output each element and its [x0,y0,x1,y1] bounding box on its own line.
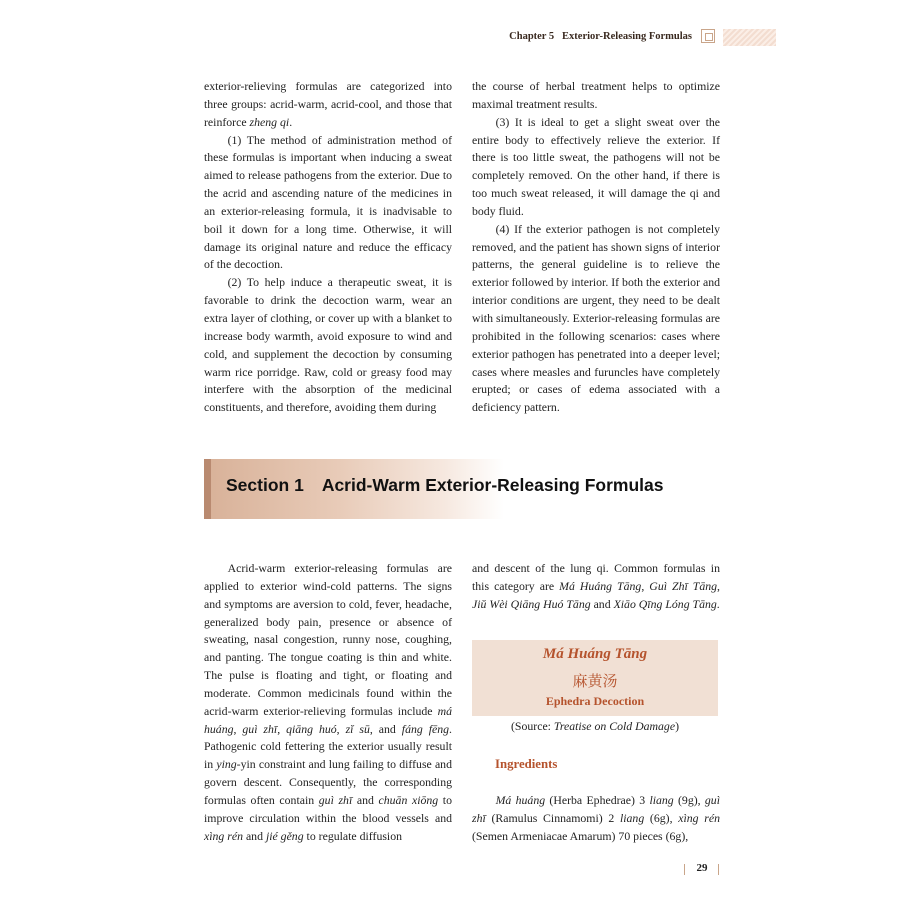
text-run: to regulate diffusion [303,828,403,843]
italic-term: Má Huáng Tāng [559,578,642,593]
section-heading [226,475,663,496]
italic-term: xìng rén [678,810,720,825]
text-run: (Ramulus Cinnamomi) 2 [485,810,620,825]
ingredients-text [472,792,720,846]
italic-term: liang [649,793,674,807]
text-run: Acrid-warm exterior-releasing formulas are applied to exterior wind-cold patterns. The signs and symptoms are aversion to cold, fever, headache, generalized body pain, presence or absence of sweating, nasal congestion, runny nose, coughing, and panting. The tongue coating is thin and white. The pulse is floating and tight, or floating and moderate. Common medicinals found within the acrid-warm exterior-relieving formulas include [204,561,452,718]
column-bottom-left [204,560,452,846]
paragraph [204,274,452,417]
italic-term: Má huáng [495,793,546,807]
formula-english: Ephedra Decoction [545,694,645,708]
italic-term: fáng fēng [401,721,450,736]
text-run: , and [369,721,402,736]
italic-term: zĭ sū [345,721,370,736]
running-header-title [470,31,692,42]
page-number: 29 [696,862,708,874]
italic-term: Xiāo Qīng Lóng Tāng [613,596,717,611]
paragraph [204,132,452,275]
text-run: , [336,721,346,736]
text-run: (2) To help induce a therapeutic sweat, it is favorable to drink the decoction warm, wear an extra layer of clothing, or cover up with a blanket to increase body warmth, avoid exposure to wind and cold, and supplement the decoction by consuming warm rice porridge. Raw, cold or greasy food may interfere with the absorption of the medicinal constituents, and therefore, avoiding them during [204,275,452,415]
italic-term: guì zhī [318,792,353,807]
text-run: (6g), [644,810,679,825]
italic-term: liang [619,810,645,825]
text-run: (1) The method of administration method of these formulas is important when inducing a sweat aimed to release pathogens from the exterior. Due to the acrid and ascending nature of the medicines in an exterior-releasing formula, it is inadvisable to boil it down for a long time. Otherwise, it will damage its original nature and reduce the efficacy of the decoction. [204,132,452,272]
text-run: and [243,828,266,843]
italic-term: Guì Zhī Tāng [649,578,718,593]
text-run: and [590,596,614,611]
formula-source [472,719,718,734]
formula-pinyin: Má Huáng Tāng [542,646,648,662]
italic-term: zheng qi [249,114,290,129]
source-prefix: (Source: [511,719,554,733]
column-bottom-right [472,560,720,614]
chapter-title: Exterior-Releasing Formulas [562,31,692,42]
formula-title-box [472,640,718,716]
text-run: (9g), [673,793,705,807]
text-run: . [289,114,293,129]
italic-term: chuān xiōng [378,792,439,807]
section-title: Acrid-Warm Exterior-Releasing Formulas [321,475,664,495]
text-run: , [717,578,720,593]
column-top-left [204,78,452,417]
italic-term: ying [216,757,237,772]
text-run: (Semen Armeniacae Amarum) 70 pieces (6g), [472,828,689,843]
text-run: , [641,578,650,593]
paragraph [204,560,452,846]
text-run: exterior-relieving formulas are categorized into three groups: acrid-warm, acrid-cool, and those that reinforce [204,79,452,129]
paragraph [204,78,452,132]
header-pattern-band [723,29,776,46]
text-run: (Herba Ephedrae) 3 [545,793,650,807]
italic-term: má huáng [204,703,452,736]
paragraph [472,114,720,221]
section-number: Section 1 [226,475,304,495]
italic-term: xìng rén [204,828,243,843]
formula-chinese: 麻黄汤 [572,672,618,690]
italic-term: jié gěng [265,828,304,843]
ingredients-heading: Ingredients [495,757,558,771]
italic-term: qiāng huó [286,721,337,736]
page-number-bar-right [718,864,719,875]
text-run: to improve circulation within the blood vessels and [204,792,452,825]
italic-term: Jiŭ Wèi Qiāng Huó Tāng [472,596,591,611]
text-run: and [352,792,379,807]
header-ornament-icon [701,29,715,43]
text-run: , [233,721,243,736]
paragraph [472,221,720,417]
text-run: the course of herbal treatment helps to optimize maximal treatment results. [472,79,720,111]
text-run: (4) If the exterior pathogen is not completely removed, and the patient has shown signs of interior patterns, the general guideline is to relieve the exterior followed by interior. If both the exterior and interior conditions are urgent, they need to be dealt with simultaneously. Exterior-releasing formulas are prohibited in the following scenarios: cases where exterior pathogen has penetrated into a deeper level; cases where measles and furuncles have completely erupted; or cases of edema associated with a deficiency pattern. [472,221,720,415]
paragraph [472,560,720,614]
text-run: , [277,721,287,736]
source-suffix: ) [675,719,679,733]
source-work: Treatise on Cold Damage [553,719,676,733]
paragraph [472,78,720,114]
chapter-number: Chapter 5 [509,31,555,42]
text-run: . [716,596,720,611]
italic-term: guì zhī [242,721,278,736]
text-run: . Pathogenic cold fettering the exterior usually result in [204,721,452,772]
text-run: and descent of the lung qi. Common formulas in this category are [472,561,720,593]
column-top-right [472,78,720,417]
paragraph [472,792,720,846]
text-run: (3) It is ideal to get a slight sweat over the entire body to effectively relieve the exterior. If there is too little sweat, the pathogens will not be completely removed. On the other hand, if there is too much sweat released, it will damage the qi and body fluid. [472,114,720,218]
italic-term: guì zhī [472,793,720,825]
text-run: -yin constraint and lung failing to diffuse and govern descent. Consequently, the corresponding formulas often contain [204,757,452,807]
